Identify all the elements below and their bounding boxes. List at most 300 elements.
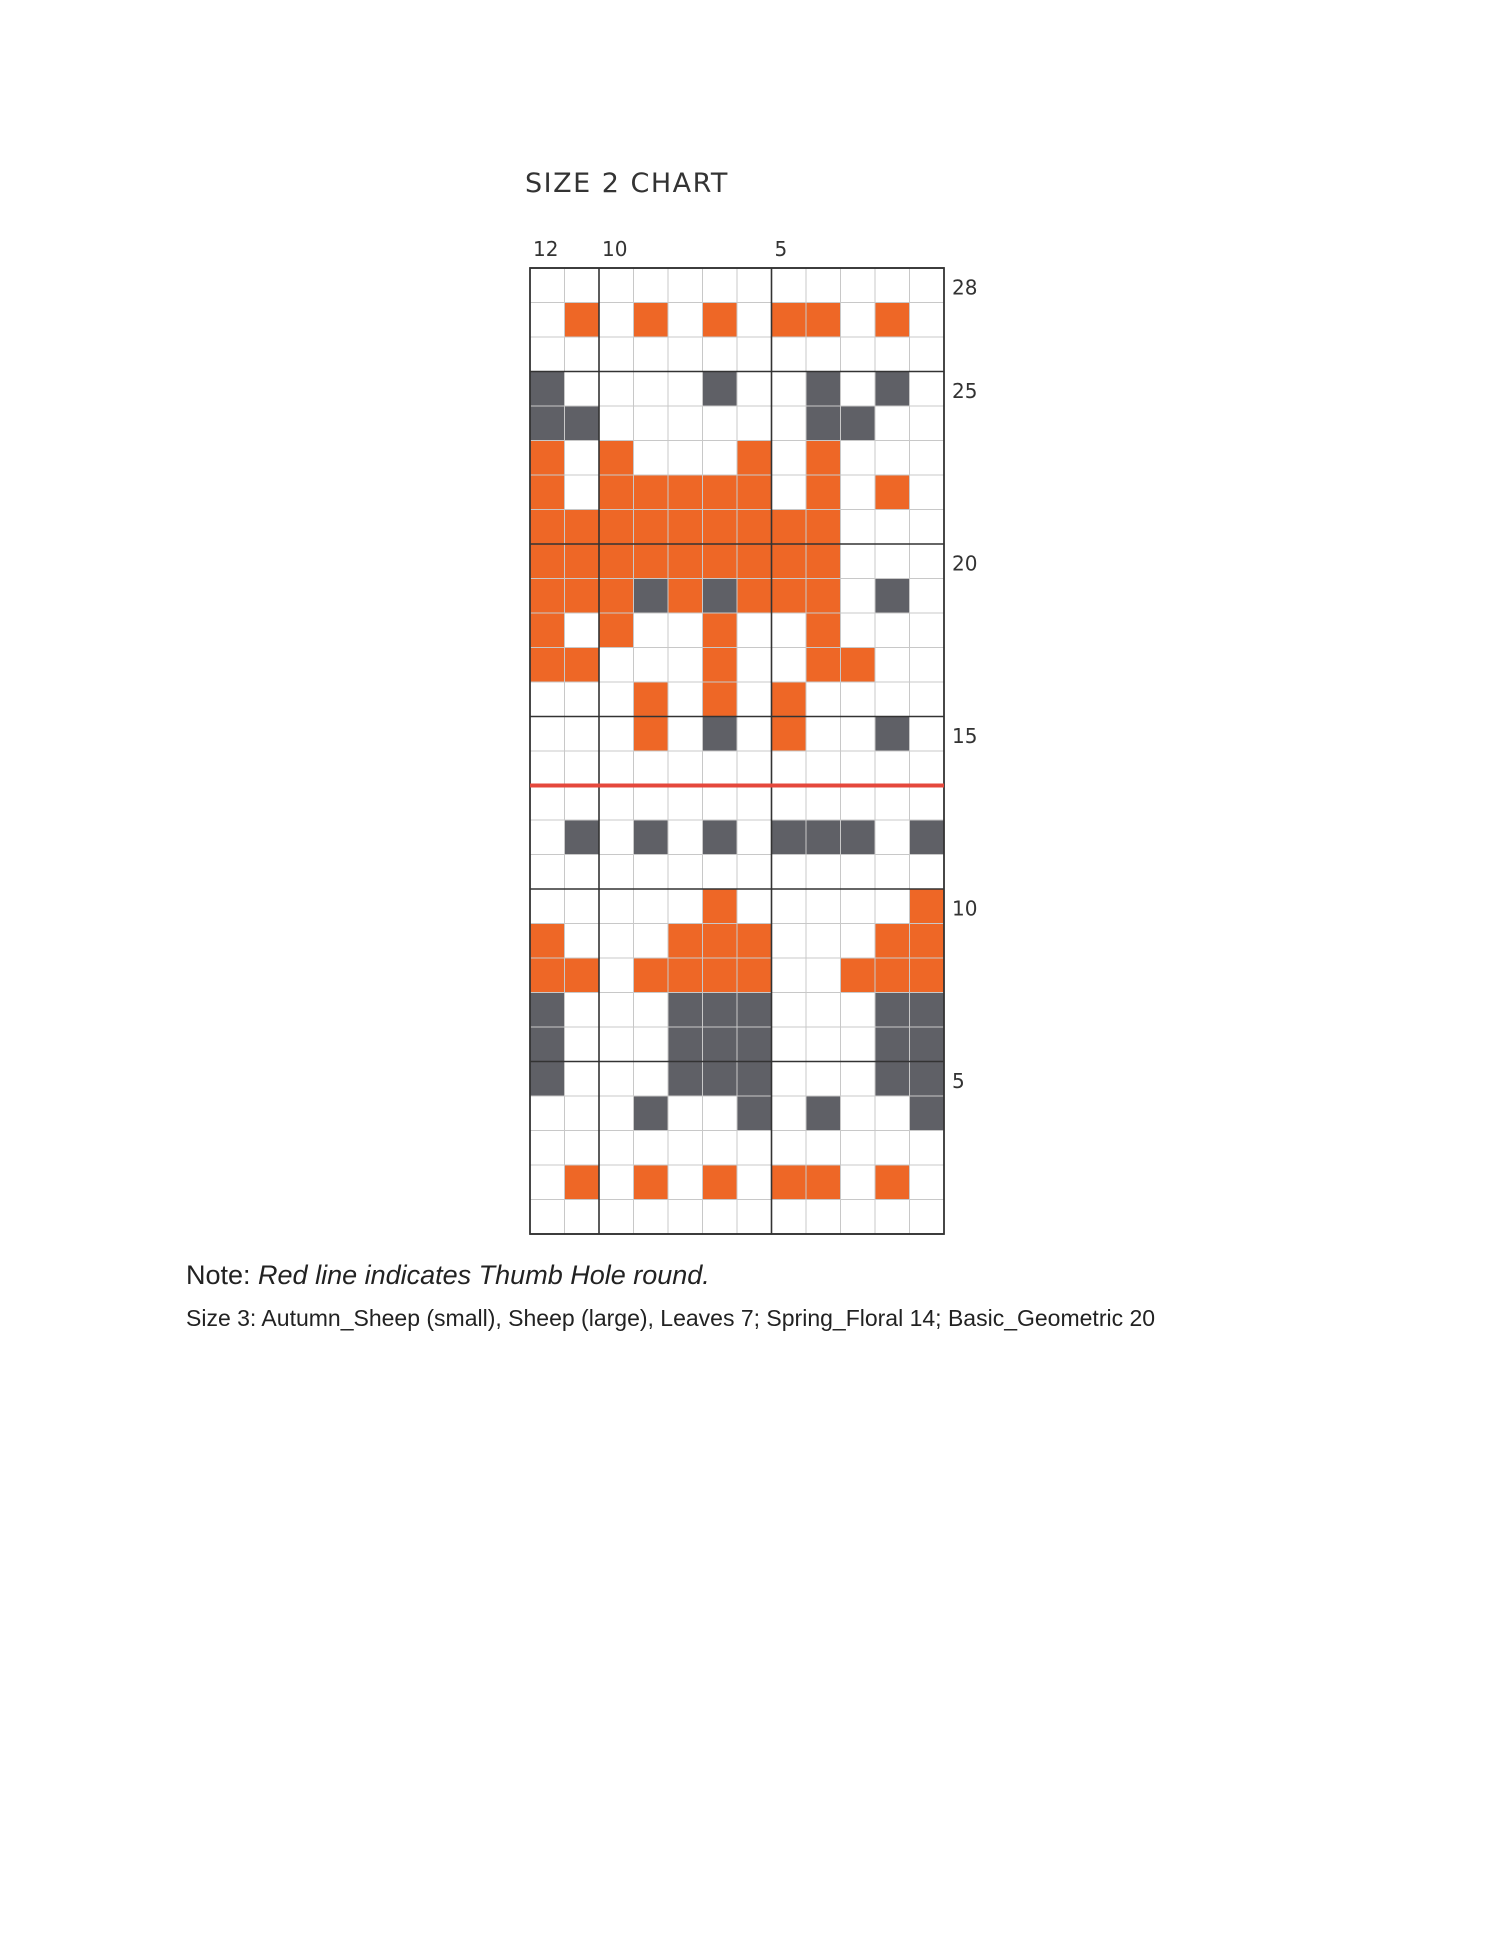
chart-cell-r18-c1 — [910, 613, 945, 648]
chart-cell-r9-c8 — [668, 924, 703, 959]
chart-cell-r11-c8 — [668, 855, 703, 890]
chart-cell-r10-c9 — [634, 889, 669, 924]
chart-cell-r24-c4 — [806, 406, 841, 441]
chart-cell-r4-c11 — [565, 1096, 600, 1131]
row-label-5: 5 — [952, 1069, 965, 1093]
chart-cell-r24-c1 — [910, 406, 945, 441]
chart-cell-r26-c4 — [806, 337, 841, 372]
chart-cell-r12-c4 — [806, 820, 841, 855]
chart-cell-r13-c5 — [772, 786, 807, 821]
chart-cell-r23-c1 — [910, 441, 945, 476]
chart-cell-r15-c11 — [565, 717, 600, 752]
chart-cell-r14-c1 — [910, 751, 945, 786]
chart-cell-r18-c7 — [703, 613, 738, 648]
row-label-28: 28 — [952, 275, 978, 300]
chart-cell-r26-c10 — [599, 337, 634, 372]
chart-cell-r23-c7 — [703, 441, 738, 476]
chart-cell-r2-c11 — [565, 1165, 600, 1200]
chart-cell-r26-c1 — [910, 337, 945, 372]
chart-cell-r13-c1 — [910, 786, 945, 821]
chart-cell-r22-c4 — [806, 475, 841, 510]
chart-cell-r7-c10 — [599, 993, 634, 1028]
chart-cell-r13-c6 — [737, 786, 772, 821]
chart-cell-r12-c12 — [530, 820, 565, 855]
chart-cell-r18-c12 — [530, 613, 565, 648]
chart-cell-r11-c3 — [841, 855, 876, 890]
chart-cell-r28-c6 — [737, 268, 772, 303]
chart-cell-r8-c1 — [910, 958, 945, 993]
chart-cell-r14-c9 — [634, 751, 669, 786]
chart-cell-r15-c2 — [875, 717, 910, 752]
chart-cell-r24-c9 — [634, 406, 669, 441]
chart-cell-r15-c8 — [668, 717, 703, 752]
chart-cell-r17-c4 — [806, 648, 841, 683]
chart-cell-r26-c6 — [737, 337, 772, 372]
chart-cell-r14-c8 — [668, 751, 703, 786]
chart-cell-r21-c8 — [668, 510, 703, 545]
chart-cell-r10-c12 — [530, 889, 565, 924]
chart-cell-r9-c9 — [634, 924, 669, 959]
chart-cell-r9-c3 — [841, 924, 876, 959]
chart-cell-r14-c12 — [530, 751, 565, 786]
chart-cell-r28-c11 — [565, 268, 600, 303]
chart-cell-r12-c5 — [772, 820, 807, 855]
chart-cell-r9-c11 — [565, 924, 600, 959]
row-label-10: 10 — [952, 896, 978, 921]
chart-cell-r28-c12 — [530, 268, 565, 303]
chart-cell-r17-c7 — [703, 648, 738, 683]
chart-cell-r27-c4 — [806, 303, 841, 338]
chart-cell-r24-c11 — [565, 406, 600, 441]
chart-cell-r11-c4 — [806, 855, 841, 890]
chart-cell-r19-c1 — [910, 579, 945, 614]
chart-cell-r25-c2 — [875, 372, 910, 407]
chart-cell-r18-c9 — [634, 613, 669, 648]
chart-cell-r21-c11 — [565, 510, 600, 545]
chart-cell-r18-c4 — [806, 613, 841, 648]
chart-cell-r12-c8 — [668, 820, 703, 855]
chart-cell-r20-c10 — [599, 544, 634, 579]
chart-cell-r14-c2 — [875, 751, 910, 786]
chart-cell-r5-c3 — [841, 1062, 876, 1097]
size-3-info: Size 3: Autumn_Sheep (small), Sheep (large), Leaves 7; Spring_Floral 14; Basic_Geometric 20 — [186, 1305, 1156, 1331]
chart-cell-r5-c7 — [703, 1062, 738, 1097]
chart-cell-r2-c9 — [634, 1165, 669, 1200]
chart-cell-r25-c9 — [634, 372, 669, 407]
row-label-25: 25 — [952, 379, 978, 403]
chart-cell-r19-c2 — [875, 579, 910, 614]
chart-cell-r14-c4 — [806, 751, 841, 786]
chart-cell-r2-c1 — [910, 1165, 945, 1200]
chart-cell-r26-c8 — [668, 337, 703, 372]
note-prefix: Note: — [186, 1260, 259, 1290]
chart-cell-r4-c5 — [772, 1096, 807, 1131]
chart-cell-r4-c1 — [910, 1096, 945, 1131]
chart-cell-r6-c11 — [565, 1027, 600, 1062]
chart-cell-r9-c5 — [772, 924, 807, 959]
chart-cell-r23-c6 — [737, 441, 772, 476]
chart-cell-r14-c5 — [772, 751, 807, 786]
chart-cell-r25-c3 — [841, 372, 876, 407]
chart-cell-r15-c3 — [841, 717, 876, 752]
chart-cell-r19-c4 — [806, 579, 841, 614]
chart-cell-r21-c4 — [806, 510, 841, 545]
chart-cell-r22-c7 — [703, 475, 738, 510]
chart-cell-r27-c1 — [910, 303, 945, 338]
chart-cell-r14-c6 — [737, 751, 772, 786]
chart-cell-r2-c10 — [599, 1165, 634, 1200]
chart-cell-r11-c12 — [530, 855, 565, 890]
chart-cell-r21-c9 — [634, 510, 669, 545]
chart-cell-r4-c2 — [875, 1096, 910, 1131]
chart-cell-r17-c9 — [634, 648, 669, 683]
chart-cell-r7-c4 — [806, 993, 841, 1028]
chart-cell-r14-c10 — [599, 751, 634, 786]
chart-cell-r13-c9 — [634, 786, 669, 821]
chart-cell-r20-c1 — [910, 544, 945, 579]
chart-cell-r1-c8 — [668, 1200, 703, 1235]
chart-cell-r2-c4 — [806, 1165, 841, 1200]
chart-cell-r8-c6 — [737, 958, 772, 993]
chart-cell-r1-c3 — [841, 1200, 876, 1235]
chart-cell-r2-c12 — [530, 1165, 565, 1200]
chart-cell-r1-c9 — [634, 1200, 669, 1235]
chart-cell-r24-c5 — [772, 406, 807, 441]
chart-cell-r1-c10 — [599, 1200, 634, 1235]
chart-cell-r22-c5 — [772, 475, 807, 510]
chart-cell-r6-c5 — [772, 1027, 807, 1062]
chart-cell-r3-c2 — [875, 1131, 910, 1166]
chart-cell-r20-c3 — [841, 544, 876, 579]
chart-cell-r25-c1 — [910, 372, 945, 407]
chart-cell-r16-c9 — [634, 682, 669, 717]
chart-cell-r11-c9 — [634, 855, 669, 890]
chart-cell-r21-c2 — [875, 510, 910, 545]
chart-cell-r5-c1 — [910, 1062, 945, 1097]
chart-cell-r19-c5 — [772, 579, 807, 614]
chart-cell-r4-c3 — [841, 1096, 876, 1131]
chart-cell-r13-c4 — [806, 786, 841, 821]
chart-cell-r5-c11 — [565, 1062, 600, 1097]
chart-cell-r17-c3 — [841, 648, 876, 683]
chart-cell-r20-c6 — [737, 544, 772, 579]
chart-cell-r19-c12 — [530, 579, 565, 614]
chart-cell-r21-c12 — [530, 510, 565, 545]
chart-cell-r15-c6 — [737, 717, 772, 752]
chart-cell-r14-c11 — [565, 751, 600, 786]
chart-cell-r20-c11 — [565, 544, 600, 579]
chart-cell-r2-c7 — [703, 1165, 738, 1200]
chart-cell-r8-c8 — [668, 958, 703, 993]
chart-cell-r9-c12 — [530, 924, 565, 959]
chart-cell-r8-c5 — [772, 958, 807, 993]
chart-cell-r9-c1 — [910, 924, 945, 959]
chart-cell-r17-c2 — [875, 648, 910, 683]
chart-cell-r13-c10 — [599, 786, 634, 821]
chart-cell-r6-c6 — [737, 1027, 772, 1062]
chart-cell-r24-c2 — [875, 406, 910, 441]
chart-cell-r25-c12 — [530, 372, 565, 407]
chart-title: SIZE 2 CHART — [525, 168, 729, 199]
chart-cell-r28-c10 — [599, 268, 634, 303]
chart-cell-r19-c8 — [668, 579, 703, 614]
chart-cell-r11-c2 — [875, 855, 910, 890]
chart-cell-r22-c10 — [599, 475, 634, 510]
chart-cell-r16-c1 — [910, 682, 945, 717]
chart-cell-r28-c7 — [703, 268, 738, 303]
chart-cell-r13-c3 — [841, 786, 876, 821]
chart-cell-r7-c11 — [565, 993, 600, 1028]
chart-cell-r3-c4 — [806, 1131, 841, 1166]
chart-cell-r6-c3 — [841, 1027, 876, 1062]
chart-cell-r16-c11 — [565, 682, 600, 717]
chart-cell-r26-c5 — [772, 337, 807, 372]
chart-cell-r3-c12 — [530, 1131, 565, 1166]
chart-cell-r26-c3 — [841, 337, 876, 372]
chart-cell-r12-c2 — [875, 820, 910, 855]
chart-cell-r27-c7 — [703, 303, 738, 338]
chart-cell-r9-c7 — [703, 924, 738, 959]
chart-cell-r1-c12 — [530, 1200, 565, 1235]
chart-cell-r9-c4 — [806, 924, 841, 959]
chart-cell-r25-c7 — [703, 372, 738, 407]
chart-cell-r5-c8 — [668, 1062, 703, 1097]
chart-cell-r23-c8 — [668, 441, 703, 476]
chart-cell-r10-c4 — [806, 889, 841, 924]
chart-cell-r25-c10 — [599, 372, 634, 407]
chart-cell-r20-c9 — [634, 544, 669, 579]
chart-cell-r4-c10 — [599, 1096, 634, 1131]
chart-cell-r27-c12 — [530, 303, 565, 338]
chart-cell-r22-c1 — [910, 475, 945, 510]
chart-cell-r6-c8 — [668, 1027, 703, 1062]
chart-cell-r17-c6 — [737, 648, 772, 683]
chart-cell-r8-c3 — [841, 958, 876, 993]
chart-cell-r4-c12 — [530, 1096, 565, 1131]
chart-cell-r27-c5 — [772, 303, 807, 338]
chart-cell-r10-c2 — [875, 889, 910, 924]
chart-cell-r20-c8 — [668, 544, 703, 579]
chart-cell-r10-c6 — [737, 889, 772, 924]
chart-cell-r20-c4 — [806, 544, 841, 579]
chart-cell-r13-c2 — [875, 786, 910, 821]
chart-cell-r15-c1 — [910, 717, 945, 752]
chart-cell-r5-c2 — [875, 1062, 910, 1097]
chart-cell-r27-c11 — [565, 303, 600, 338]
chart-cell-r2-c6 — [737, 1165, 772, 1200]
chart-cell-r20-c7 — [703, 544, 738, 579]
chart-cell-r8-c10 — [599, 958, 634, 993]
chart-cell-r21-c6 — [737, 510, 772, 545]
chart-cell-r6-c12 — [530, 1027, 565, 1062]
chart-cell-r20-c5 — [772, 544, 807, 579]
chart-cell-r8-c12 — [530, 958, 565, 993]
chart-cell-r5-c5 — [772, 1062, 807, 1097]
chart-cell-r28-c5 — [772, 268, 807, 303]
chart-cell-r21-c3 — [841, 510, 876, 545]
chart-cell-r25-c5 — [772, 372, 807, 407]
column-label-5: 5 — [774, 237, 788, 261]
chart-cell-r7-c8 — [668, 993, 703, 1028]
chart-cell-r10-c8 — [668, 889, 703, 924]
chart-cell-r11-c6 — [737, 855, 772, 890]
chart-cell-r9-c10 — [599, 924, 634, 959]
chart-cell-r17-c5 — [772, 648, 807, 683]
chart-cell-r4-c6 — [737, 1096, 772, 1131]
chart-cell-r2-c5 — [772, 1165, 807, 1200]
chart-cell-r20-c2 — [875, 544, 910, 579]
chart-cell-r28-c2 — [875, 268, 910, 303]
chart-cell-r12-c6 — [737, 820, 772, 855]
chart-cell-r12-c9 — [634, 820, 669, 855]
chart-cell-r10-c7 — [703, 889, 738, 924]
chart-cell-r17-c1 — [910, 648, 945, 683]
chart-cell-r18-c8 — [668, 613, 703, 648]
chart-cell-r19-c7 — [703, 579, 738, 614]
chart-cell-r5-c6 — [737, 1062, 772, 1097]
chart-cell-r14-c7 — [703, 751, 738, 786]
chart-cell-r28-c1 — [910, 268, 945, 303]
chart-cell-r16-c3 — [841, 682, 876, 717]
chart-cell-r7-c3 — [841, 993, 876, 1028]
chart-cell-r27-c10 — [599, 303, 634, 338]
chart-cell-r24-c10 — [599, 406, 634, 441]
chart-cell-r24-c12 — [530, 406, 565, 441]
chart-cell-r19-c11 — [565, 579, 600, 614]
chart-cell-r16-c6 — [737, 682, 772, 717]
chart-cell-r24-c7 — [703, 406, 738, 441]
chart-cell-r3-c7 — [703, 1131, 738, 1166]
chart-cell-r15-c5 — [772, 717, 807, 752]
chart-cell-r16-c7 — [703, 682, 738, 717]
chart-cell-r16-c2 — [875, 682, 910, 717]
chart-cell-r16-c10 — [599, 682, 634, 717]
chart-cell-r3-c10 — [599, 1131, 634, 1166]
chart-cell-r23-c12 — [530, 441, 565, 476]
chart-cell-r12-c7 — [703, 820, 738, 855]
chart-cell-r3-c1 — [910, 1131, 945, 1166]
chart-cell-r22-c6 — [737, 475, 772, 510]
chart-cell-r12-c1 — [910, 820, 945, 855]
chart-cell-r3-c11 — [565, 1131, 600, 1166]
chart-cell-r8-c9 — [634, 958, 669, 993]
chart-cell-r2-c2 — [875, 1165, 910, 1200]
chart-cell-r16-c8 — [668, 682, 703, 717]
chart-cell-r27-c9 — [634, 303, 669, 338]
chart-cell-r15-c7 — [703, 717, 738, 752]
chart-cell-r6-c9 — [634, 1027, 669, 1062]
chart-cell-r19-c9 — [634, 579, 669, 614]
chart-cell-r3-c8 — [668, 1131, 703, 1166]
row-label-20: 20 — [952, 551, 978, 576]
chart-cell-r8-c4 — [806, 958, 841, 993]
chart-cell-r18-c2 — [875, 613, 910, 648]
chart-cell-r26-c12 — [530, 337, 565, 372]
chart-cell-r8-c2 — [875, 958, 910, 993]
chart-cell-r18-c6 — [737, 613, 772, 648]
chart-cell-r23-c10 — [599, 441, 634, 476]
chart-cell-r1-c1 — [910, 1200, 945, 1235]
chart-cell-r20-c12 — [530, 544, 565, 579]
chart-cell-r5-c12 — [530, 1062, 565, 1097]
chart-cell-r6-c10 — [599, 1027, 634, 1062]
chart-cell-r27-c3 — [841, 303, 876, 338]
chart-cell-r18-c11 — [565, 613, 600, 648]
chart-cell-r22-c2 — [875, 475, 910, 510]
chart-cell-r23-c5 — [772, 441, 807, 476]
chart-cell-r23-c9 — [634, 441, 669, 476]
chart-cell-r8-c11 — [565, 958, 600, 993]
chart-cell-r19-c6 — [737, 579, 772, 614]
chart-cell-r13-c8 — [668, 786, 703, 821]
chart-cell-r26-c7 — [703, 337, 738, 372]
chart-cell-r7-c2 — [875, 993, 910, 1028]
chart-cell-r13-c7 — [703, 786, 738, 821]
chart-cell-r7-c7 — [703, 993, 738, 1028]
chart-cell-r21-c7 — [703, 510, 738, 545]
chart-cell-r12-c10 — [599, 820, 634, 855]
chart-cell-r23-c11 — [565, 441, 600, 476]
chart-cell-r6-c4 — [806, 1027, 841, 1062]
chart-cell-r21-c5 — [772, 510, 807, 545]
chart-cell-r9-c2 — [875, 924, 910, 959]
chart-cell-r22-c3 — [841, 475, 876, 510]
chart-cell-r16-c4 — [806, 682, 841, 717]
column-label-10: 10 — [602, 237, 628, 261]
chart-cell-r11-c10 — [599, 855, 634, 890]
chart-cell-r5-c4 — [806, 1062, 841, 1097]
note — [186, 1260, 710, 1291]
chart-cell-r7-c6 — [737, 993, 772, 1028]
chart-cell-r27-c6 — [737, 303, 772, 338]
chart-cell-r6-c1 — [910, 1027, 945, 1062]
chart-cell-r3-c6 — [737, 1131, 772, 1166]
chart-cell-r3-c5 — [772, 1131, 807, 1166]
chart-cell-r19-c10 — [599, 579, 634, 614]
chart-cell-r11-c5 — [772, 855, 807, 890]
chart-cell-r22-c8 — [668, 475, 703, 510]
chart-cell-r28-c3 — [841, 268, 876, 303]
chart-cell-r10-c10 — [599, 889, 634, 924]
chart-cell-r28-c4 — [806, 268, 841, 303]
chart-cell-r1-c5 — [772, 1200, 807, 1235]
chart-cell-r25-c4 — [806, 372, 841, 407]
chart-cell-r18-c5 — [772, 613, 807, 648]
chart-cell-r11-c1 — [910, 855, 945, 890]
chart-cell-r6-c2 — [875, 1027, 910, 1062]
chart-cell-r25-c8 — [668, 372, 703, 407]
chart-cell-r14-c3 — [841, 751, 876, 786]
chart-cell-r12-c3 — [841, 820, 876, 855]
chart-cell-r15-c10 — [599, 717, 634, 752]
chart-cell-r22-c9 — [634, 475, 669, 510]
chart-cell-r4-c9 — [634, 1096, 669, 1131]
chart-cell-r1-c11 — [565, 1200, 600, 1235]
chart-cell-r15-c4 — [806, 717, 841, 752]
chart-cell-r21-c10 — [599, 510, 634, 545]
chart-cell-r22-c11 — [565, 475, 600, 510]
chart-cell-r17-c11 — [565, 648, 600, 683]
chart-cell-r24-c3 — [841, 406, 876, 441]
chart-cell-r11-c11 — [565, 855, 600, 890]
chart-cell-r2-c3 — [841, 1165, 876, 1200]
chart-cell-r1-c4 — [806, 1200, 841, 1235]
chart-cell-r21-c1 — [910, 510, 945, 545]
chart-cell-r10-c11 — [565, 889, 600, 924]
chart-cell-r10-c1 — [910, 889, 945, 924]
chart-cell-r26-c11 — [565, 337, 600, 372]
chart-cell-r7-c1 — [910, 993, 945, 1028]
